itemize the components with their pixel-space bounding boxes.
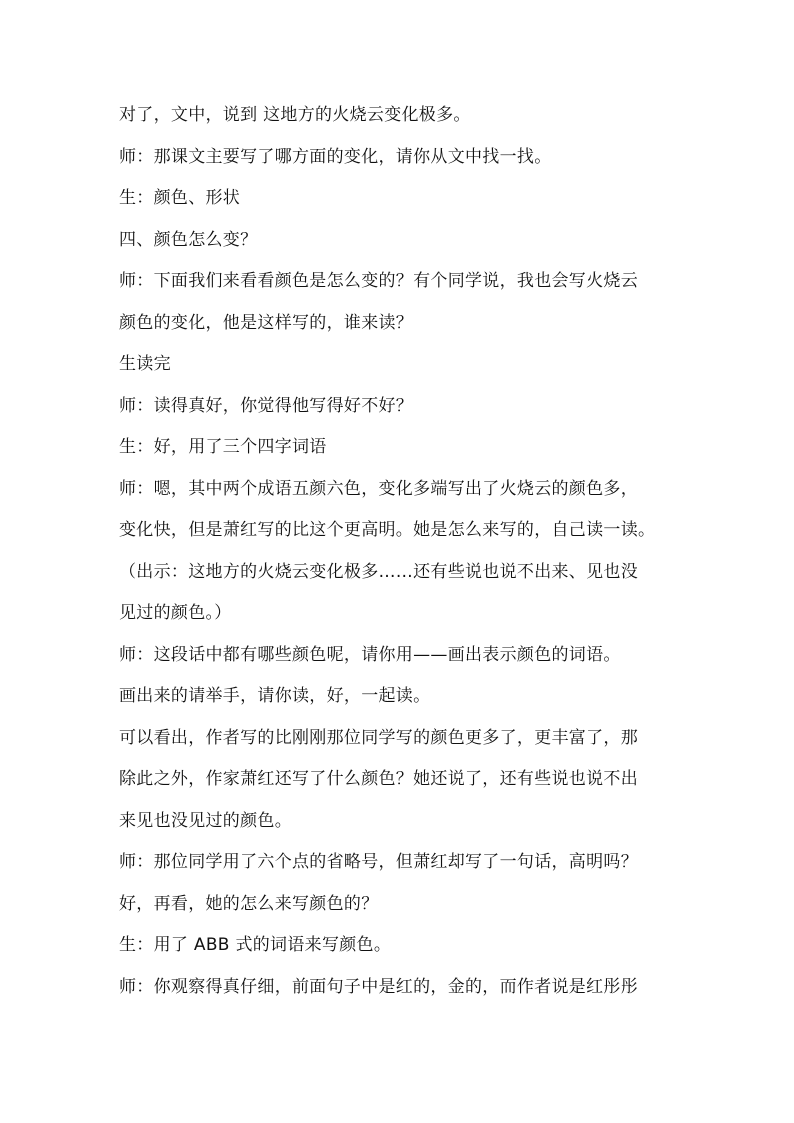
text-line: 师：这段话中都有哪些颜色呢，请你用——画出表示颜色的词语。 [119, 644, 621, 665]
text-line: 好，再看，她的怎么来写颜色的？ [119, 893, 379, 914]
section-heading: 四、颜色怎么变？ [119, 229, 258, 250]
text-line: 颜色的变化，他是这样写的，谁来读？ [119, 312, 414, 333]
text-line: 生：好，用了三个四字词语 [119, 437, 327, 457]
text-line: 变化快，但是萧红写的比这个更高明。她是怎么来写的，自己读一读。 [119, 520, 656, 540]
text-line: 除此之外，作家萧红还写了什么颜色？她还说了，还有些说也说不出 [119, 769, 638, 789]
text-line: 可以看出，作者写的比刚刚那位同学写的颜色更多了，更丰富了，那 [119, 727, 638, 748]
text-line: （出示：这地方的火烧云变化极多……还有些说也说不出来、见也没 [119, 561, 638, 582]
text-line: 对了，文中，说到 这地方的火烧云变化极多。 [119, 105, 471, 125]
text-line: 师：你观察得真仔细，前面句子中是红的，金的，而作者说是红彤彤 [119, 976, 638, 997]
text-line: 画出来的请举手，请你读，好，一起读。 [119, 686, 431, 706]
text-line: 师：嗯，其中两个成语五颜六色，变化多端写出了火烧云的颜色多， [119, 478, 638, 499]
text-line: 师：读得真好，你觉得他写得好不好？ [119, 395, 414, 416]
text-line: 师：那课文主要写了哪方面的变化，请你从文中找一找。 [119, 146, 552, 167]
text-line: 生：用了 ABB 式的词语来写颜色。 [119, 935, 392, 955]
text-line: 来见也没见过的颜色。 [119, 810, 292, 831]
text-line: 生读完 [119, 354, 171, 374]
text-line: 见过的颜色。） [119, 603, 232, 623]
text-line: 师：那位同学用了六个点的省略号，但萧红却写了一句话，高明吗？ [119, 852, 638, 872]
lesson-transcript [119, 100, 689, 1013]
text-line: 生：颜色、形状 [119, 188, 241, 208]
text-line: 师：下面我们来看看颜色是怎么变的？有个同学说，我也会写火烧云 [119, 271, 638, 291]
